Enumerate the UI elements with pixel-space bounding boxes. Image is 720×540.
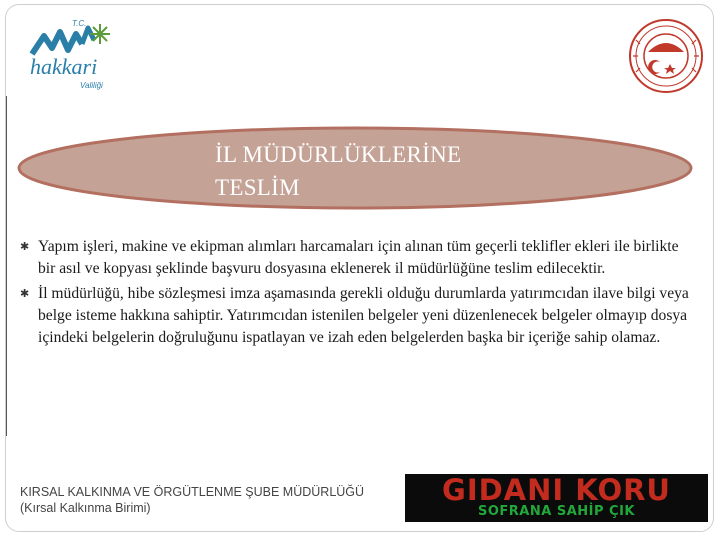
logo-sub-text: Valiliği [80,81,103,90]
banner-slogan: SOFRANA SAHİP ÇIK [478,504,635,519]
bullet-item [20,283,690,349]
bullet-icon: ✱ [20,241,30,253]
svg-text:T.C.: T.C. [72,19,87,28]
bullet-text: İl müdürlüğü, hibe sözleşmesi imza aşamasında gerekli olduğu durumlarda yatırımcıdan ilave bilgi veya belge isteme hakkına sahiptir. Yatırımcıdan istenilen belgeler yeni düzenlenecek belgeler olmayıp dosya içindeki belgelerin doğruluğunu ispatlayan ve izah eden belgelerden başka bir içeriğe sahip olamaz. [38,285,689,346]
footer-department: KIRSAL KALKINMA VE ÖRGÜTLENME ŞUBE MÜDÜRLÜĞÜ [20,485,365,499]
bullet-icon: ✱ [20,288,30,300]
hakkari-logo [22,14,132,94]
banner-headline: GIDANI KORU [442,474,671,507]
slide-title [215,138,615,204]
left-rule [6,96,7,436]
bullet-text: Yapım işleri, makine ve ekipman alımları harcamaları için alınan tüm geçerli teklifler ekleri ile birlikte bir asıl ve kopyası şeklinde başvuru dosyasına eklenerek il müdürlüğüne teslim edilecektir. [38,238,679,277]
footer [20,484,420,516]
ministry-seal-icon [626,14,706,98]
bullet-list [20,236,690,352]
slide-title-line2: TESLİM [215,175,300,200]
snowflake-icon [90,24,110,44]
slide-title-line1: İL MÜDÜRLÜKLERİNE [215,142,462,167]
campaign-banner [405,474,708,522]
footer-unit: (Kırsal Kalkınma Birimi) [20,501,151,515]
bullet-item [20,236,690,280]
logo-brand-text: hakkari [30,54,98,79]
